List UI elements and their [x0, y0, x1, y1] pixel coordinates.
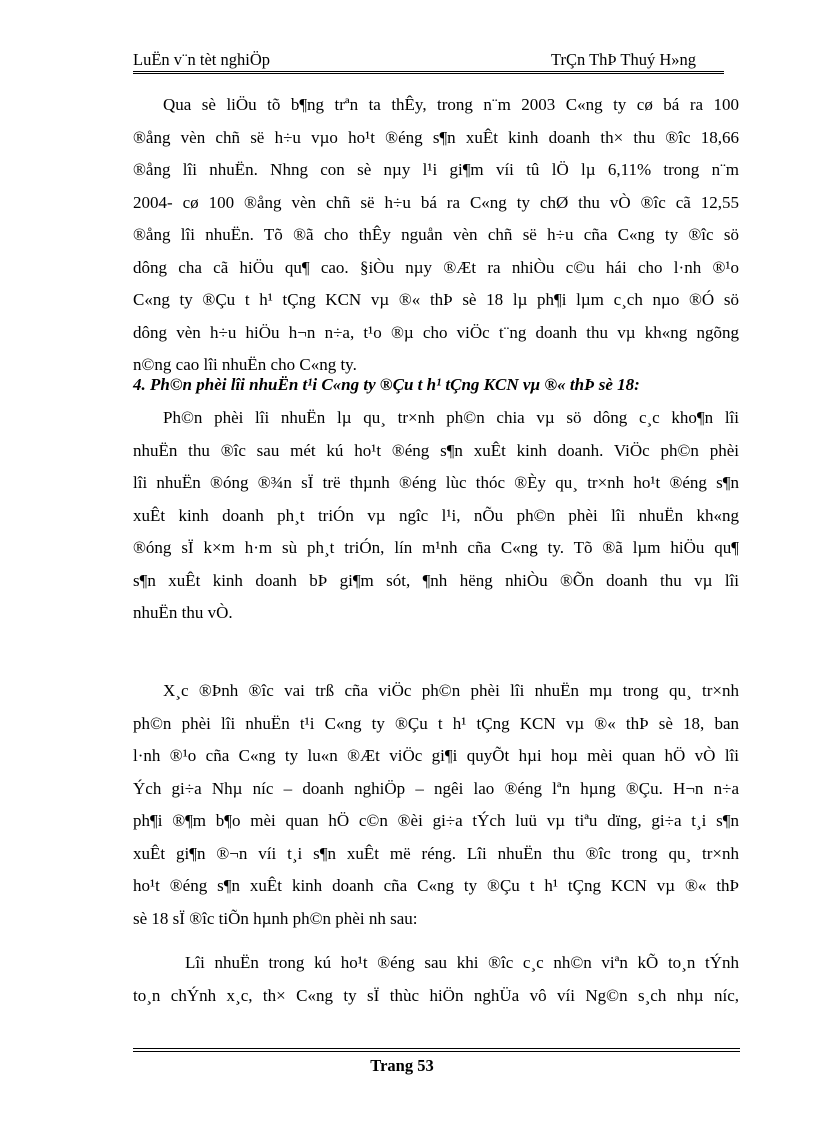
- paragraph-line: to¸n chÝnh x¸c, th× C«ng ty sÏ thùc hiÖn nghÜa vô víi Ng©n s¸ch nhµ níc,: [133, 985, 739, 1005]
- paragraph-line: nhuËn thu ®îc sau mét kú ho¹t ®éng s¶n xuÊt kinh doanh. ViÖc ph©n phèi: [133, 440, 739, 460]
- paragraph-line: xuÊt gi¶n ®¬n víi t¸i s¶n xuÊt më réng. Lîi nhuËn thu ®îc trong qu¸ tr×nh: [133, 843, 739, 863]
- paragraph-2: [133, 402, 739, 630]
- footer-divider: [133, 1048, 740, 1052]
- paragraph-line: lîi nhuËn ®óng ®¾n sÏ trë thµnh ®éng lùc thóc ®Èy qu¸ tr×nh ho¹t ®éng s¶n: [133, 473, 739, 492]
- header-author-name: TrÇn ThÞ Thuý H»ng: [551, 50, 697, 69]
- paragraph-line: dông vèn h÷u hiÖu h¬n n÷a, t¹o ®µ cho viÖc t¨ng doanh thu vµ kh«ng ngõng: [133, 322, 739, 342]
- paragraph-line: 2004- cø 100 ®ång vèn chñ së h÷u bá ra C«ng ty chØ thu vÒ ®îc cã 12,55: [133, 192, 739, 212]
- paragraph-line: ®óng sÏ k×m h·m sù ph¸t triÓn, lín m¹nh cña C«ng ty. Tõ ®ã lµm hiÖu qu¶: [133, 538, 739, 557]
- paragraph-line: C«ng ty ®Çu t h¹ tÇng KCN vµ ®« thÞ sè 18 lµ ph¶i lµm c¸ch nµo ®Ó sö: [133, 290, 739, 309]
- paragraph-line: ®ång vèn chñ së h÷u vµo ho¹t ®éng s¶n xuÊt kinh doanh th× thu ®îc 18,66: [133, 127, 739, 147]
- paragraph-line: n©ng cao lîi nhuËn cho C«ng ty.: [133, 355, 357, 374]
- paragraph-line: dông cha cã hiÖu qu¶ cao. §iÒu nµy ®Æt ra nhiÒu c©u hái cho l·nh ®¹o: [133, 257, 739, 277]
- paragraph-line: ph¶i ®¶m b¶o mèi quan hÖ c©n ®èi gi÷a tÝch luü vµ tiªu dïng, gi÷a t¸i s¶n: [133, 811, 739, 830]
- paragraph-line: Ých gi÷a Nhµ níc – doanh nghiÖp – ngêi lao ®éng lªn hµng ®Çu. H¬n n÷a: [133, 778, 739, 798]
- paragraph-line: s¶n xuÊt kinh doanh bÞ gi¶m sót, ¶nh hëng nhiÒu ®Õn doanh thu vµ lîi: [133, 570, 739, 590]
- paragraph-line: Lîi nhuËn trong kú ho¹t ®éng sau khi ®îc c¸c nh©n viªn kÕ to¸n tÝnh: [185, 953, 739, 972]
- page-number-label: Trang 53: [370, 1056, 434, 1075]
- paragraph-line: ®ång lîi nhuËn. Nhng con sè nµy l¹i gi¶m víi tû lÖ lµ 6,11% trong n¨m: [133, 160, 739, 179]
- paragraph-3: [133, 675, 739, 935]
- paragraph-1: [133, 89, 739, 382]
- paragraph-line: sè 18 sÏ ®îc tiÕn hµnh ph©n phèi nh sau:: [133, 908, 418, 928]
- paragraph-line: Qua sè liÖu tõ b¶ng trªn ta thÊy, trong n¨m 2003 C«ng ty cø bá ra 100: [163, 95, 739, 114]
- paragraph-line: nhuËn thu vÒ.: [133, 603, 233, 622]
- header-divider: [133, 71, 724, 74]
- paragraph-line: ho¹t ®éng s¶n xuÊt kinh doanh cña C«ng ty ®Çu t h¹ tÇng KCN vµ ®« thÞ: [133, 876, 739, 895]
- paragraph-line: ®ång lîi nhuËn. Tõ ®ã cho thÊy nguån vèn chñ së h÷u cña C«ng ty ®îc sö: [133, 225, 739, 244]
- paragraph-line: ph©n phèi lîi nhuËn t¹i C«ng ty ®Çu t h¹ tÇng KCN vµ ®« thÞ sè 18, ban: [133, 713, 739, 733]
- paragraph-4: [133, 947, 739, 1012]
- section-heading: 4. Ph©n phèi lîi nhuËn t¹i C«ng ty ®Çu t h¹ tÇng KCN vµ ®« thÞ sè 18:: [133, 375, 640, 394]
- header-thesis-title: LuËn v¨n tèt nghiÖp: [133, 50, 271, 69]
- paragraph-line: X¸c ®Þnh ®îc vai trß cña viÖc ph©n phèi lîi nhuËn mµ trong qu¸ tr×nh: [163, 681, 739, 700]
- paragraph-line: xuÊt kinh doanh ph¸t triÓn vµ ngîc l¹i, nÕu ph©n phèi lîi nhuËn kh«ng: [133, 505, 739, 525]
- paragraph-line: l·nh ®¹o cña C«ng ty lu«n ®Æt viÖc gi¶i quyÕt hµi hoµ mèi quan hÖ vÒ lîi: [133, 746, 739, 765]
- page-number: [0, 1056, 816, 1076]
- paragraph-line: Ph©n phèi lîi nhuËn lµ qu¸ tr×nh ph©n chia vµ sö dông c¸c kho¶n lîi: [163, 408, 739, 427]
